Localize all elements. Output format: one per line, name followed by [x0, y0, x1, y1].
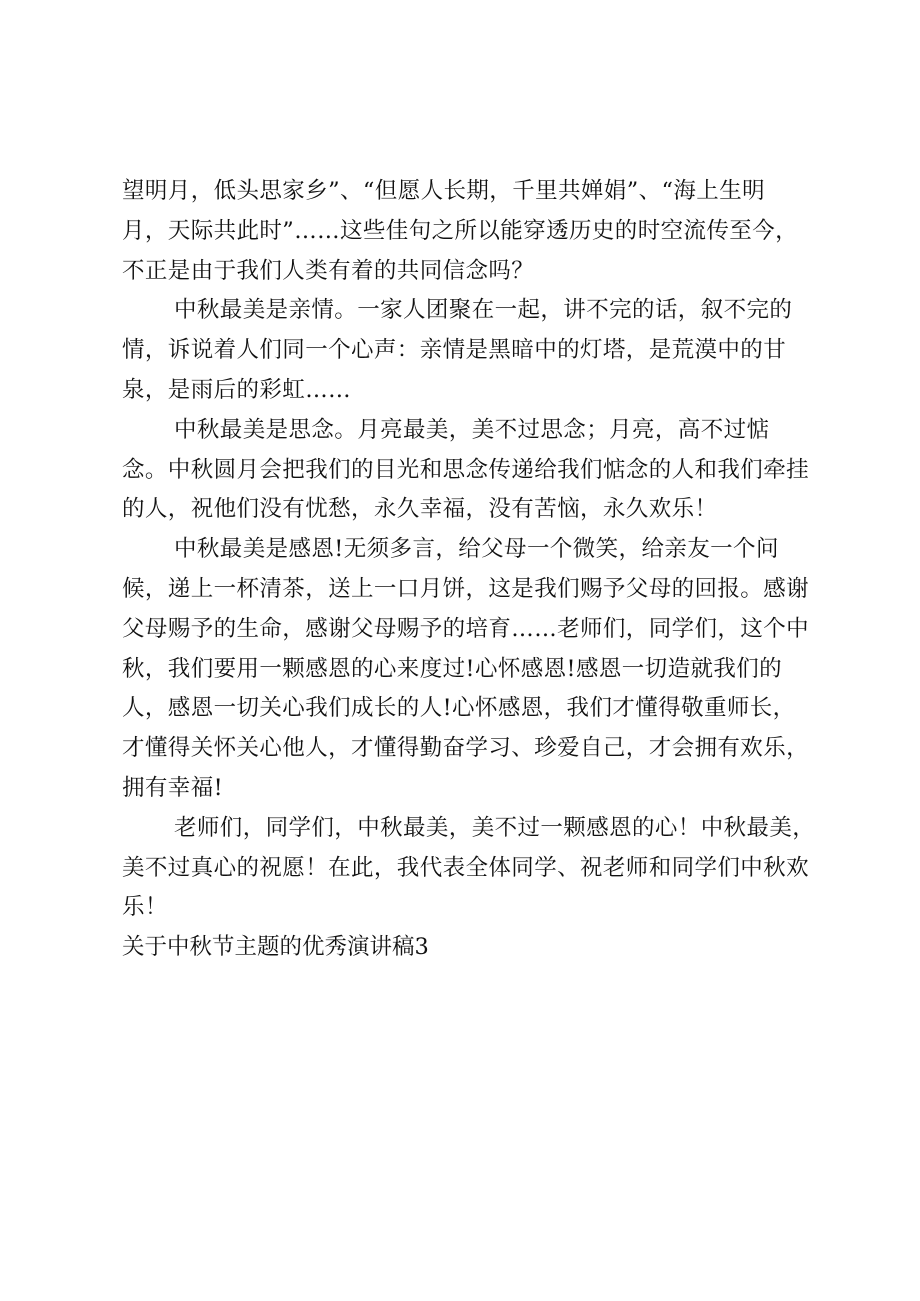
- section-heading: 关于中秋节主题的优秀演讲稿3: [122, 934, 429, 961]
- text-line: 美不过真心的祝愿！在此，我代表全体同学、祝老师和同学们中秋欢: [122, 854, 810, 881]
- text-line: 老师们，同学们，中秋最美，美不过一颗感恩的心！中秋最美，: [174, 814, 816, 841]
- text-line: 乐！: [122, 894, 168, 921]
- text-line: 望明月，低头思家乡”、“但愿人长期，千里共婵娟”、“海上生明: [122, 178, 766, 204]
- paragraph-closing: [122, 809, 842, 928]
- text-line: 月，天际共此时”……这些佳句之所以能穿透历史的时空流传至今，: [122, 217, 799, 244]
- text-line: 不正是由于我们人类有着的共同信念吗？: [122, 257, 535, 284]
- text-line: 的人，祝他们没有忧愁，永久幸福，没有苦恼，永久欢乐！: [122, 496, 718, 523]
- document-body: [122, 172, 842, 965]
- text-line: 候，递上一杯清茶，送上一口月饼，这是我们赐予父母的回报。感谢: [122, 575, 810, 602]
- text-line: 人，感恩一切关心我们成长的人!心怀感恩，我们才懂得敬重师长，: [122, 695, 796, 722]
- text-line: 父母赐予的生命，感谢父母赐予的培育……老师们，同学们，这个中: [122, 615, 810, 642]
- text-line: 才懂得关怀关心他人，才懂得勤奋学习、珍爱自己，才会拥有欢乐，: [122, 735, 810, 762]
- text-line: 秋，我们要用一颗感恩的心来度过!心怀感恩!感恩一切造就我们的: [122, 655, 783, 682]
- text-line: 拥有幸福!: [122, 774, 224, 801]
- text-line: 中秋最美是亲情。一家人团聚在一起，讲不完的话，叙不完的: [174, 297, 793, 324]
- paragraph-longing: [122, 411, 842, 530]
- text-line: 情，诉说着人们同一个心声：亲情是黑暗中的灯塔，是荒漠中的甘: [122, 337, 787, 364]
- paragraph-family: [122, 291, 842, 410]
- paragraph-gratitude: [122, 530, 842, 809]
- paragraph-continued: [122, 172, 842, 291]
- text-line: 中秋最美是思念。月亮最美，美不过思念；月亮，高不过惦: [174, 416, 770, 443]
- text-line: 念。中秋圆月会把我们的目光和思念传递给我们惦念的人和我们牵挂: [122, 456, 810, 483]
- text-line: 泉，是雨后的彩虹……: [122, 376, 352, 403]
- text-line: 中秋最美是感恩!无须多言，给父母一个微笑，给亲友一个问: [174, 536, 779, 563]
